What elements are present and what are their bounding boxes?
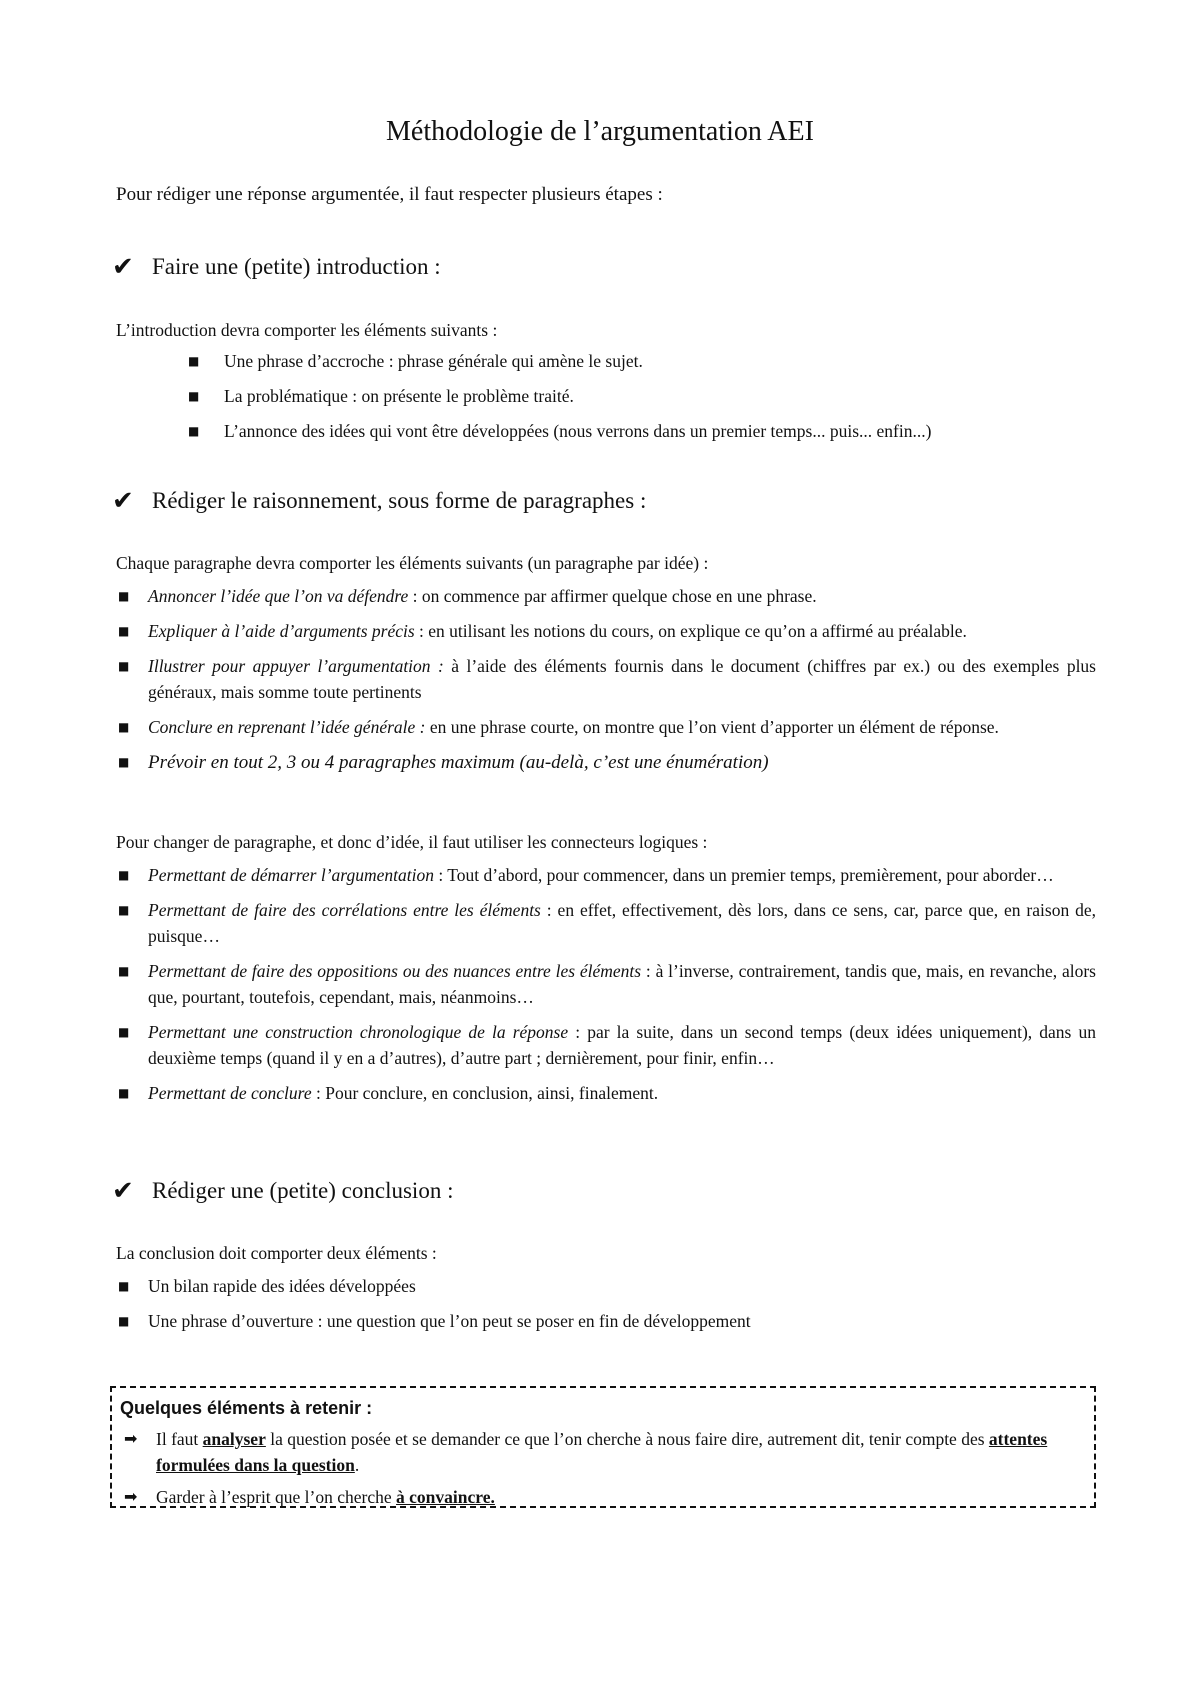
list-item: ■ Annoncer l’idée que l’on va défendre : on commence par affirmer quelque chose en une phrase.: [148, 583, 1096, 609]
section-heading-introduction: [112, 252, 441, 282]
check-mark-icon: ✔: [112, 486, 134, 516]
connectors-lead: Pour changer de paragraphe, et donc d’idée, il faut utiliser les connecteurs logiques :: [116, 832, 708, 852]
arrow-right-icon: ➡: [124, 1429, 138, 1448]
conclusion-elements-list: [118, 1273, 1096, 1343]
box-item: ➡ Il faut analyser la question posée et se demander ce que l’on cherche à nous faire dire, autrement dit, tenir compte des attentes formulées dans la question.: [120, 1426, 1086, 1478]
check-mark-icon: ✔: [112, 1176, 134, 1206]
bullet-icon: ■: [188, 424, 200, 438]
intro-elements-list: [188, 348, 1104, 453]
list-item: ■ Permettant de démarrer l’argumentation : Tout d’abord, pour commencer, dans un premier temps, premièrement, pour aborder…: [148, 862, 1096, 888]
list-item: ■ La problématique : on présente le problème traité.: [224, 383, 1104, 409]
page-title: Méthodologie de l’argumentation AEI: [386, 116, 814, 147]
section-lead: Chaque paragraphe devra comporter les éléments suivants (un paragraphe par idée) :: [116, 553, 709, 573]
list-item: ■ Permettant de faire des corrélations entre les éléments : en effet, effectivement, dès lors, dans ce sens, car, parce que, en raison de, puisque…: [148, 897, 1096, 949]
list-item: ■ L’annonce des idées qui vont être développées (nous verrons dans un premier temps... puis... enfin...): [224, 418, 1104, 444]
paragraph-elements-list: [118, 583, 1096, 785]
section-heading-raisonnement: [112, 486, 646, 516]
bullet-icon: ■: [118, 1279, 130, 1293]
bullet-icon: ■: [118, 589, 130, 603]
section-heading-conclusion: [112, 1176, 453, 1206]
check-mark-icon: ✔: [112, 252, 134, 282]
list-item: ■ Un bilan rapide des idées développées: [148, 1273, 1096, 1299]
bullet-icon: ■: [118, 1086, 130, 1100]
bullet-icon: ■: [118, 1025, 130, 1039]
list-item: ■ Une phrase d’accroche : phrase générale qui amène le sujet.: [224, 348, 1104, 374]
key-points-box: [110, 1386, 1096, 1508]
intro-sentence: Pour rédiger une réponse argumentée, il faut respecter plusieurs étapes :: [116, 184, 663, 205]
section-lead: L’introduction devra comporter les éléments suivants :: [116, 320, 498, 340]
list-item: ■ Prévoir en tout 2, 3 ou 4 paragraphes maximum (au-delà, c’est une énumération): [148, 749, 1096, 776]
bullet-icon: ■: [118, 720, 130, 734]
section-lead: La conclusion doit comporter deux éléments :: [116, 1243, 437, 1263]
box-title: Quelques éléments à retenir :: [120, 1398, 373, 1418]
bullet-icon: ■: [188, 354, 200, 368]
bullet-icon: ■: [118, 755, 130, 769]
bullet-icon: ■: [118, 964, 130, 978]
connectors-list: [118, 862, 1097, 1115]
list-item: ■ Illustrer pour appuyer l’argumentation : à l’aide des éléments fournis dans le document (chiffres par ex.) ou des exemples plus généraux, mais somme toute pertinents: [148, 653, 1096, 705]
list-item: ■ Conclure en reprenant l’idée générale : en une phrase courte, on montre que l’on vient d’apporter un élément de réponse.: [148, 714, 1096, 740]
list-item: ■ Permettant de conclure : Pour conclure, en conclusion, ainsi, finalement.: [148, 1080, 1096, 1106]
list-item: ■ Permettant une construction chronologique de la réponse : par la suite, dans un second temps (deux idées uniquement), dans un deuxième temps (quand il y en a d’autres), d’autre part ; dernièrement, pour finir, enfin…: [148, 1019, 1096, 1071]
bullet-icon: ■: [188, 389, 200, 403]
box-item: ➡ Garder à l’esprit que l’on cherche à convaincre.: [120, 1484, 1086, 1510]
bullet-icon: ■: [118, 868, 130, 882]
bullet-icon: ■: [118, 624, 130, 638]
list-item: ■ Une phrase d’ouverture : une question que l’on peut se poser en fin de développement: [148, 1308, 1096, 1334]
arrow-right-icon: ➡: [124, 1487, 138, 1506]
section-heading-text: Rédiger une (petite) conclusion :: [152, 1178, 454, 1203]
bullet-icon: ■: [118, 659, 130, 673]
section-heading-text: Rédiger le raisonnement, sous forme de paragraphes :: [152, 488, 647, 513]
section-heading-text: Faire une (petite) introduction :: [152, 254, 441, 279]
bullet-icon: ■: [118, 903, 130, 917]
list-item: ■ Expliquer à l’aide d’arguments précis : en utilisant les notions du cours, on explique ce qu’on a affirmé au préalable.: [148, 618, 1096, 644]
list-item: ■ Permettant de faire des oppositions ou des nuances entre les éléments : à l’inverse, contrairement, tandis que, mais, en revanche, alors que, pourtant, toutefois, cependant, mais, néanmoins…: [148, 958, 1096, 1010]
bullet-icon: ■: [118, 1314, 130, 1328]
